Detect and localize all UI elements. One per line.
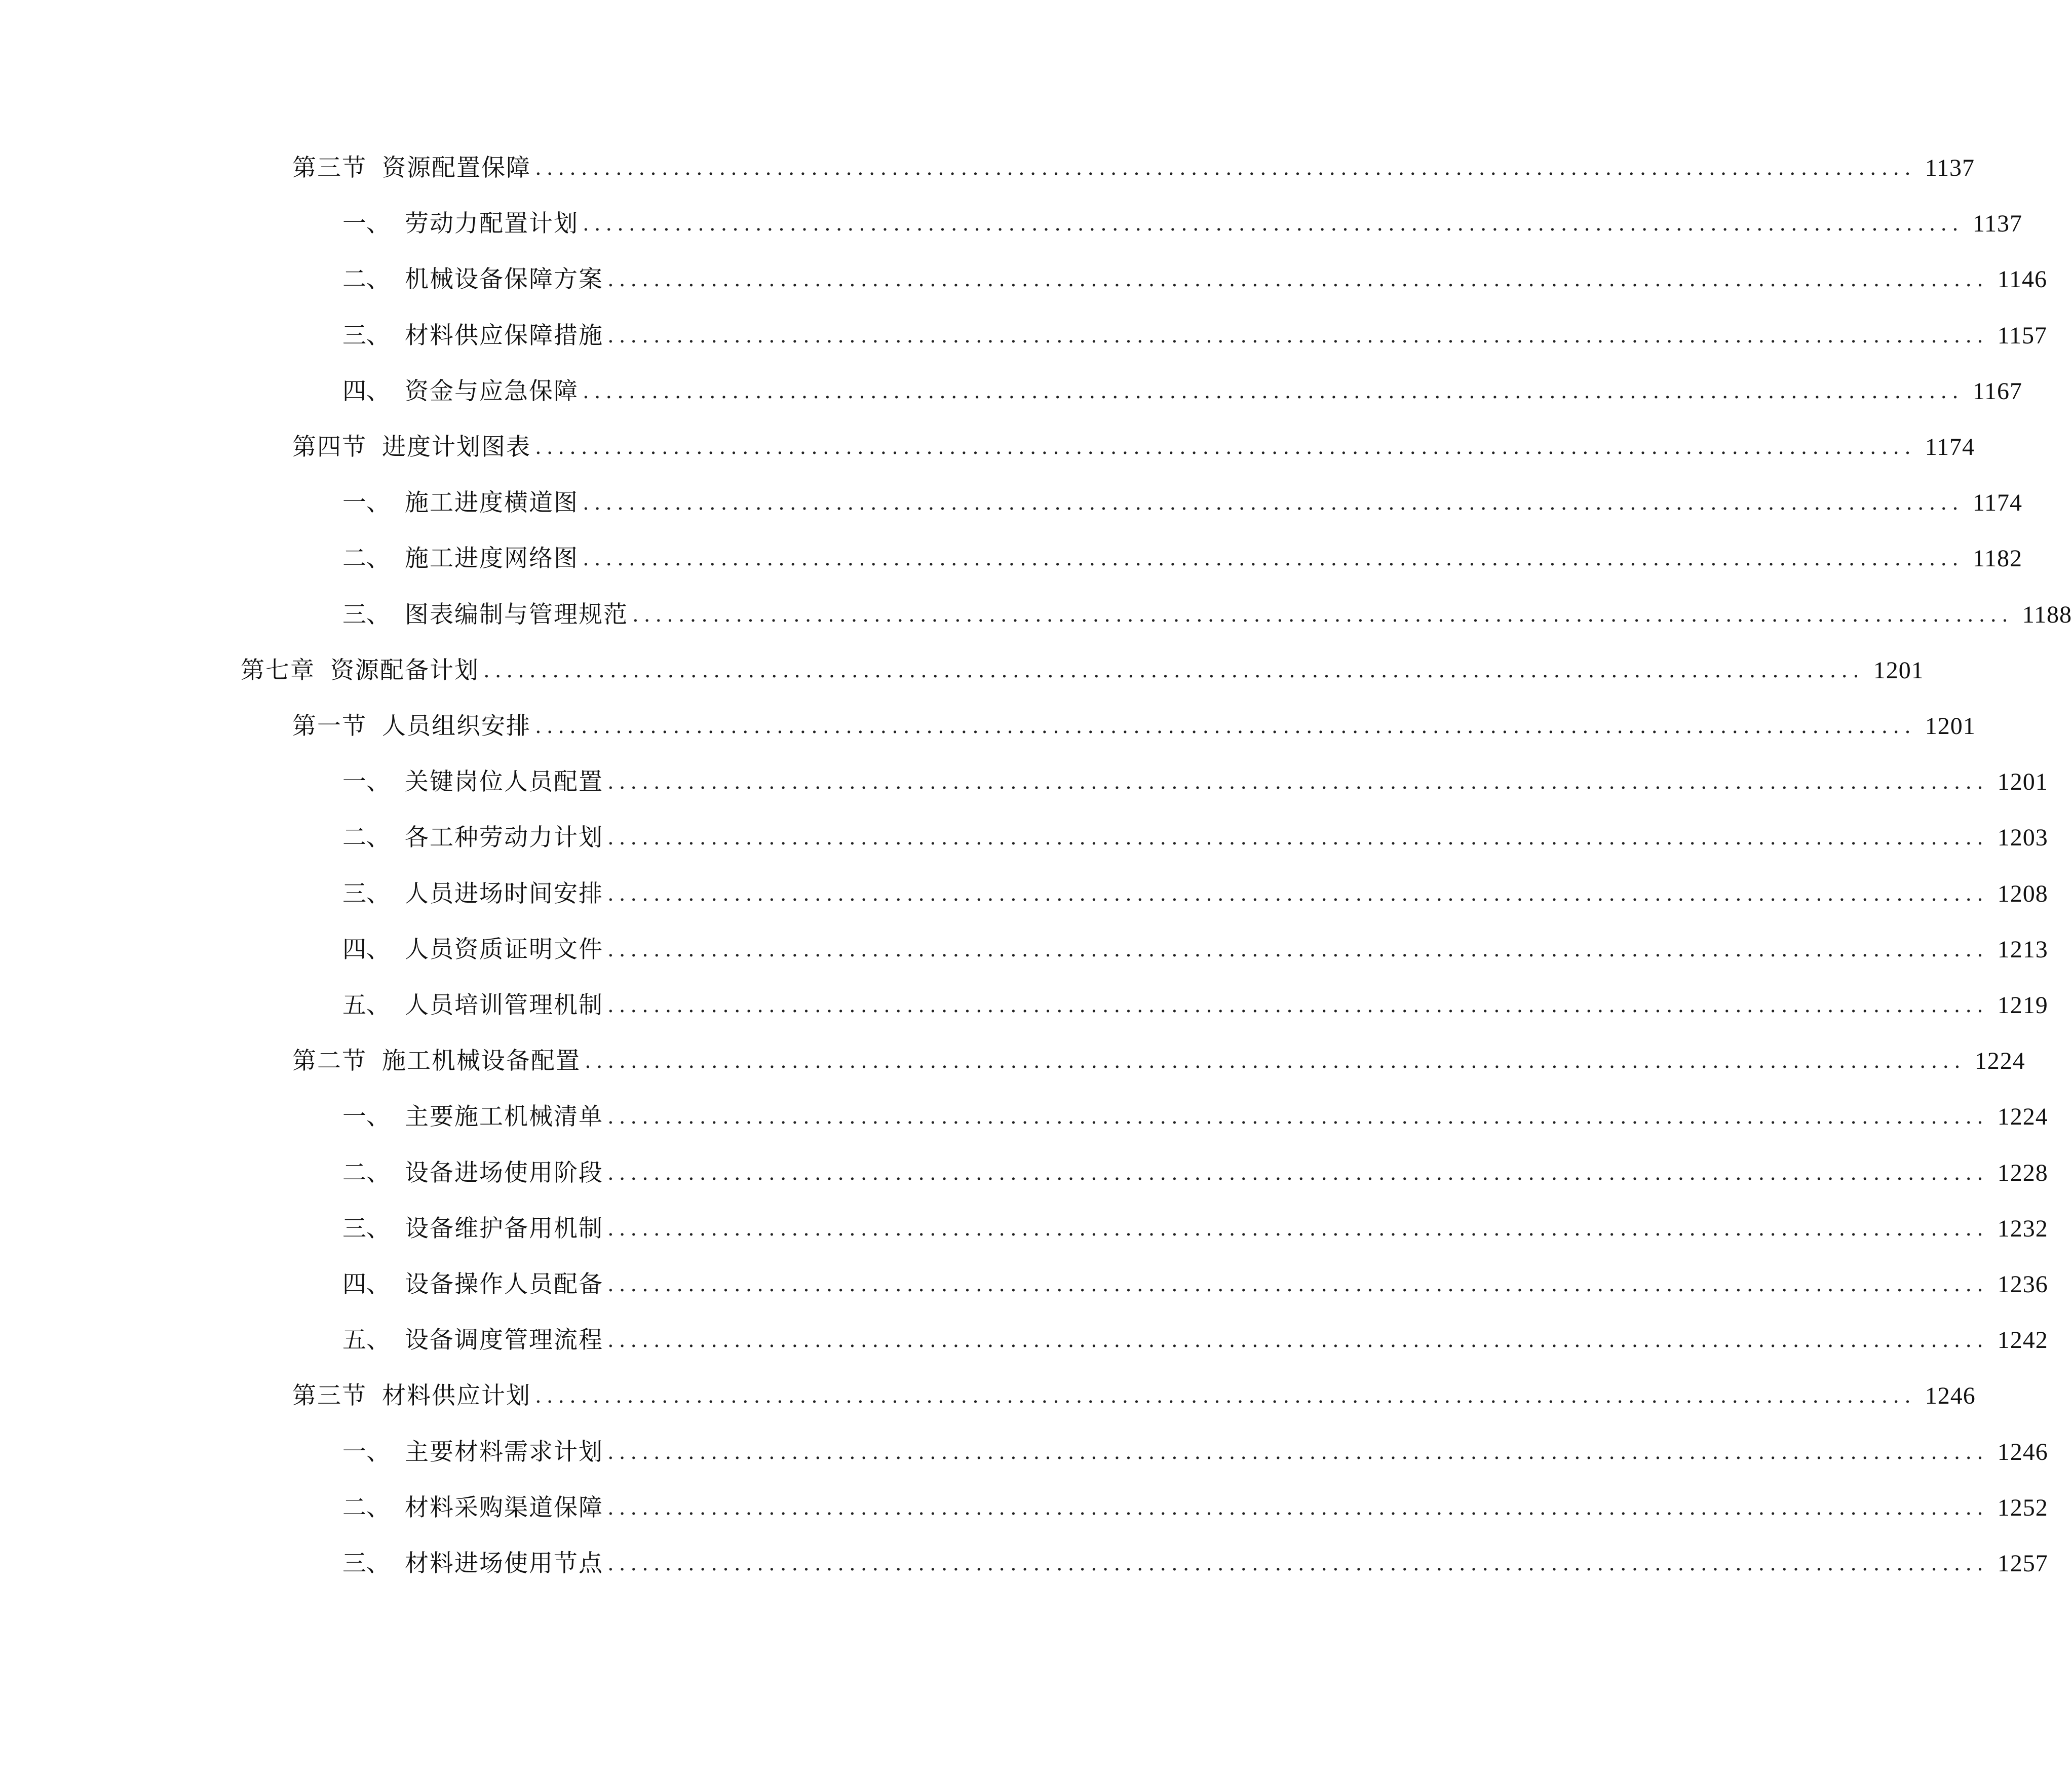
toc-dot-leader: ........................................................................................................................: [632, 603, 2013, 627]
toc-item-entry[interactable]: [342, 874, 2048, 909]
toc-item-entry[interactable]: [342, 985, 2048, 1021]
toc-entry-title: 关键岗位人员配置: [405, 768, 603, 796]
toc-entry-number: 一、: [342, 489, 390, 517]
toc-dot-leader: ........................................................................................................................: [607, 1105, 1988, 1129]
toc-entry-title: 设备维护备用机制: [405, 1215, 603, 1243]
toc-page-number: 1203: [1997, 824, 2048, 851]
toc-page-number: 1224: [1974, 1048, 2025, 1074]
toc-item-entry[interactable]: [342, 930, 2048, 965]
toc-entry-title: 设备进场使用阶段: [405, 1159, 603, 1187]
toc-dot-leader: ........................................................................................................................: [607, 324, 1988, 347]
toc-item-entry[interactable]: [342, 316, 2047, 351]
toc-entry-title: 材料进场使用节点: [405, 1550, 603, 1577]
toc-dot-leader: ........................................................................................................................: [607, 1162, 1988, 1185]
toc-item-entry[interactable]: [342, 1153, 2048, 1188]
toc-entry-title: 资源配置保障: [382, 154, 531, 182]
toc-page-number: 1167: [1972, 378, 2022, 405]
toc-entry-number: 二、: [342, 545, 390, 572]
toc-entry-number: 二、: [342, 265, 390, 293]
toc-page-number: 1232: [1997, 1215, 2048, 1242]
toc-entry-title: 材料供应计划: [382, 1382, 531, 1410]
toc-item-entry[interactable]: [342, 1209, 2048, 1244]
toc-page-number: 1174: [1972, 489, 2022, 516]
toc-entry-label: 第一节: [292, 712, 367, 740]
toc-page-number: 1201: [1997, 768, 2048, 795]
toc-entry-title: 设备操作人员配备: [405, 1270, 603, 1298]
toc-page-number: 1236: [1997, 1271, 2048, 1298]
toc-item-entry[interactable]: [342, 1543, 2048, 1579]
toc-dot-leader: ........................................................................................................................: [535, 157, 1916, 180]
toc-dot-leader: ........................................................................................................................: [607, 268, 1988, 291]
toc-entry-label: 第三节: [292, 154, 367, 182]
toc-entry-title: 资源配备计划: [330, 656, 479, 684]
toc-entry-title: 机械设备保障方案: [405, 265, 603, 293]
toc-dot-leader: ........................................................................................................................: [607, 770, 1988, 794]
toc-dot-leader: ........................................................................................................................: [607, 826, 1988, 849]
toc-item-entry[interactable]: [342, 595, 2072, 630]
toc-entry-number: 一、: [342, 1438, 390, 1466]
toc-page-number: 1242: [1997, 1327, 2048, 1354]
toc-dot-leader: ........................................................................................................................: [535, 715, 1916, 738]
toc-item-entry[interactable]: [342, 1097, 2048, 1132]
toc-page-number: 1213: [1997, 936, 2048, 963]
toc-dot-leader: ........................................................................................................................: [607, 1552, 1988, 1575]
toc-entry-title: 各工种劳动力计划: [405, 824, 603, 852]
toc-entry-number: 五、: [342, 1326, 390, 1354]
toc-dot-leader: ........................................................................................................................: [583, 380, 1964, 403]
toc-entry-title: 人员组织安排: [382, 712, 531, 740]
toc-entry-number: 二、: [342, 1494, 390, 1522]
toc-entry-number: 四、: [342, 377, 390, 405]
toc-entry-number: 三、: [342, 601, 390, 629]
toc-section-entry[interactable]: [292, 148, 1975, 183]
toc-page-number: 1252: [1997, 1494, 2048, 1521]
toc-entry-label: 第三节: [292, 1382, 367, 1410]
toc-entry-title: 人员资质证明文件: [405, 936, 603, 963]
toc-section-entry[interactable]: [292, 427, 1975, 462]
toc-item-entry[interactable]: [342, 538, 2022, 574]
toc-entry-number: 四、: [342, 1270, 390, 1298]
toc-dot-leader: ........................................................................................................................: [483, 659, 1864, 682]
toc-page-number: 1224: [1997, 1103, 2048, 1130]
toc-dot-leader: ........................................................................................................................: [535, 436, 1916, 459]
toc-item-entry[interactable]: [342, 259, 2047, 295]
toc-entry-title: 施工进度网络图: [405, 545, 579, 572]
toc-dot-leader: ........................................................................................................................: [607, 994, 1988, 1017]
toc-dot-leader: ........................................................................................................................: [607, 938, 1988, 961]
toc-page-number: 1228: [1997, 1160, 2048, 1186]
toc-entry-label: 第四节: [292, 433, 367, 461]
toc-item-entry[interactable]: [342, 1264, 2048, 1300]
toc-section-entry[interactable]: [292, 1376, 1976, 1411]
toc-dot-leader: ........................................................................................................................: [607, 1329, 1988, 1352]
toc-page-number: 1219: [1997, 992, 2048, 1019]
toc-entry-number: 五、: [342, 991, 390, 1019]
toc-entry-label: 第二节: [292, 1047, 367, 1075]
toc-entry-title: 进度计划图表: [382, 433, 531, 461]
toc-item-entry[interactable]: [342, 762, 2048, 797]
toc-entry-title: 人员进场时间安排: [405, 880, 603, 908]
toc-entry-number: 一、: [342, 1103, 390, 1131]
toc-entry-title: 施工机械设备配置: [382, 1047, 581, 1075]
toc-item-entry[interactable]: [342, 1488, 2048, 1523]
toc-entry-label: 第七章: [241, 656, 315, 684]
toc-entry-number: 三、: [342, 1550, 390, 1577]
toc-page-number: 1257: [1997, 1550, 2048, 1577]
toc-dot-leader: ........................................................................................................................: [607, 882, 1988, 906]
toc-entry-number: 一、: [342, 210, 390, 238]
toc-page-number: 1208: [1997, 880, 2048, 907]
toc-dot-leader: ........................................................................................................................: [607, 1217, 1988, 1241]
toc-dot-leader: ........................................................................................................................: [583, 212, 1964, 236]
toc-entry-number: 四、: [342, 936, 390, 963]
toc-item-entry[interactable]: [342, 818, 2048, 853]
toc-page-number: 1157: [1997, 322, 2047, 349]
toc-entry-title: 施工进度横道图: [405, 489, 579, 517]
toc-chapter-entry[interactable]: [241, 650, 1924, 686]
toc-entry-number: 二、: [342, 824, 390, 852]
toc-page-number: 1201: [1925, 713, 1976, 740]
toc-page-number: 1246: [1925, 1382, 1976, 1409]
toc-entry-title: 主要材料需求计划: [405, 1438, 603, 1466]
toc-page-number: 1201: [1873, 657, 1924, 684]
toc-dot-leader: ........................................................................................................................: [607, 1273, 1988, 1296]
toc-page-number: 1174: [1925, 434, 1975, 460]
toc-entry-number: 三、: [342, 1215, 390, 1243]
toc-dot-leader: ........................................................................................................................: [535, 1384, 1916, 1408]
toc-entry-number: 三、: [342, 322, 390, 350]
toc-entry-title: 材料采购渠道保障: [405, 1494, 603, 1522]
toc-section-entry[interactable]: [292, 1041, 2025, 1076]
toc-page-number: 1137: [1925, 154, 1975, 181]
toc-entry-title: 人员培训管理机制: [405, 991, 603, 1019]
toc-entry-title: 材料供应保障措施: [405, 322, 603, 350]
toc-entry-title: 图表编制与管理规范: [405, 601, 628, 629]
toc-entry-number: 一、: [342, 768, 390, 796]
toc-entry-number: 三、: [342, 880, 390, 908]
toc-entry-title: 劳动力配置计划: [405, 210, 579, 238]
toc-dot-leader: ........................................................................................................................: [607, 1441, 1988, 1464]
toc-page-number: 1137: [1972, 210, 2022, 237]
toc-page-number: 1146: [1997, 266, 2047, 293]
toc-dot-leader: ........................................................................................................................: [607, 1496, 1988, 1520]
toc-item-entry[interactable]: [342, 1432, 2048, 1467]
toc-entry-title: 设备调度管理流程: [405, 1326, 603, 1354]
toc-page-number: 1182: [1972, 545, 2022, 572]
toc-item-entry[interactable]: [342, 1320, 2048, 1356]
toc-dot-leader: ........................................................................................................................: [585, 1050, 1966, 1073]
toc-section-entry[interactable]: [292, 706, 1976, 742]
toc-item-entry[interactable]: [342, 204, 2022, 239]
toc-page-number: 1246: [1997, 1439, 2048, 1465]
toc-entry-number: 二、: [342, 1159, 390, 1187]
toc-item-entry[interactable]: [342, 483, 2022, 518]
toc-page-number: 1188: [2022, 601, 2072, 628]
toc-dot-leader: ........................................................................................................................: [583, 547, 1964, 570]
toc-dot-leader: ........................................................................................................................: [583, 491, 1964, 515]
toc-item-entry[interactable]: [342, 371, 2022, 407]
toc-entry-title: 资金与应急保障: [405, 377, 579, 405]
toc-entry-title: 主要施工机械清单: [405, 1103, 603, 1131]
